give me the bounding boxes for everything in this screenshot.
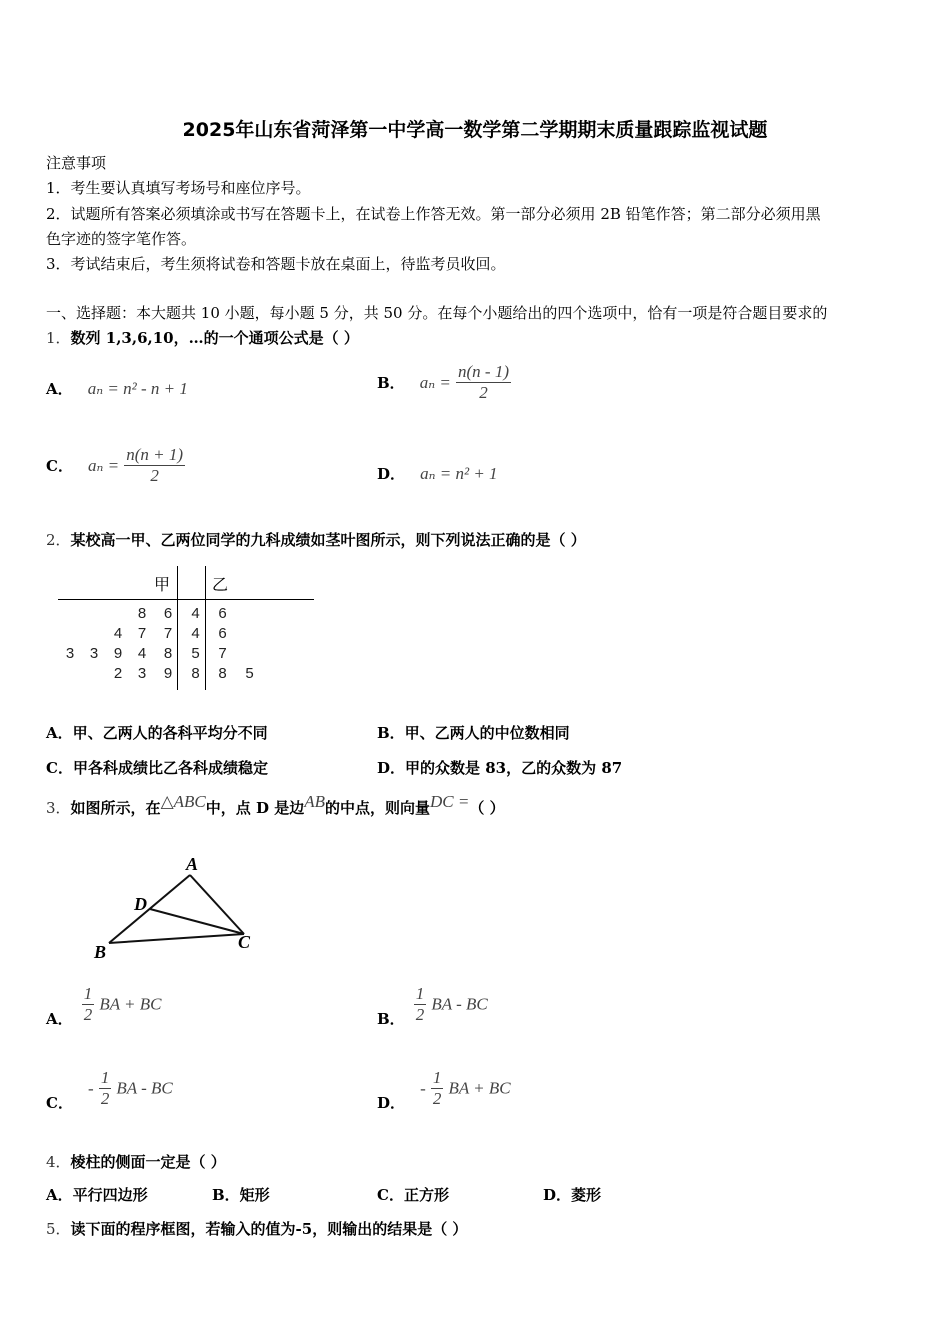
section-heading: 一、选择题：本大题共 10 小题，每小题 5 分，共 50 分。在每个小题给出的四个选项中，恰有一项是符合题目要求的 — [46, 304, 828, 322]
question-text: 数列 1,3,6,10，…的一个通项公式是（ ） — [70, 329, 359, 347]
question-text: 棱柱的侧面一定是（ ） — [70, 1153, 226, 1171]
q3-option-c[interactable] — [46, 1068, 173, 1112]
question-number: 3． — [46, 799, 71, 817]
leaf-right: 8 — [191, 664, 200, 682]
question-text: 的中点，则向量 — [324, 799, 430, 817]
leaf-right — [236, 603, 263, 623]
segment-dc — [150, 909, 244, 934]
segment-ab: AB — [304, 792, 325, 811]
leaf-left: 9 — [113, 644, 123, 662]
leaf-left — [58, 663, 82, 683]
q3-option-a[interactable] — [46, 984, 162, 1028]
label-c: C — [238, 932, 251, 952]
question-number: 2． — [46, 531, 71, 549]
leaf-left: 7 — [137, 624, 147, 642]
option-formula: BA + BC — [99, 994, 162, 1014]
stem: 7 — [163, 624, 173, 642]
label-b: B — [94, 942, 107, 962]
leaf-left: 4 — [137, 644, 147, 662]
label-d: D — [134, 894, 147, 914]
header-rule — [58, 599, 314, 600]
leaf-left — [106, 603, 130, 623]
leaf-left — [82, 603, 106, 623]
fraction: $\frac{n(n - 1)}{2}$ — [458, 362, 509, 402]
q4-option-a[interactable]: A．平行四边形 — [46, 1186, 148, 1204]
option-label: B． — [377, 1010, 405, 1028]
leaf-right: 7 — [218, 644, 227, 662]
question-number: 4． — [46, 1153, 71, 1171]
q1-option-d[interactable] — [377, 463, 498, 484]
edge-bc — [109, 934, 244, 943]
q2-option-d[interactable]: D．甲的众数是 83，乙的众数为 87 — [377, 759, 623, 777]
question-text: 如图所示，在 — [70, 799, 161, 817]
q1-option-a[interactable] — [46, 378, 188, 399]
notice-item: 1．考生要认真填写考场号和座位序号。 — [46, 179, 311, 197]
stem: 6 — [163, 604, 173, 622]
option-label: C． — [46, 457, 73, 475]
q3-option-b[interactable] — [377, 984, 488, 1028]
leaf-left: 8 — [137, 604, 147, 622]
question-4 — [46, 1151, 226, 1172]
q1-option-b[interactable] — [377, 362, 511, 403]
leaf-left — [82, 623, 106, 643]
label-a: A — [186, 854, 199, 874]
option-formula: aₙ = n² - n + 1 — [87, 379, 188, 398]
question-text: （ ） — [469, 799, 505, 817]
leaf-left: 2 — [113, 664, 123, 682]
q4-option-d[interactable]: D．菱形 — [543, 1186, 602, 1204]
question-3 — [46, 792, 505, 818]
stem-leaf-row — [58, 623, 263, 643]
question-text: 某校高一甲、乙两位同学的九科成绩如茎叶图所示，则下列说法正确的是（ ） — [70, 531, 586, 549]
stem: 8 — [163, 644, 173, 662]
stem-leaf-rows — [58, 603, 263, 683]
option-formula: BA - BC — [116, 1078, 173, 1098]
option-label: B． — [377, 374, 405, 392]
leaf-right: 5 — [191, 644, 200, 662]
leaf-left: 4 — [113, 624, 123, 642]
question-text: 中，点 D 是边 — [205, 799, 305, 817]
leaf-right: 8 — [218, 664, 227, 682]
stem-leaf-row — [58, 643, 263, 663]
option-formula: BA + BC — [448, 1078, 511, 1098]
option-label: D． — [377, 1094, 406, 1112]
q2-option-b[interactable]: B．甲、乙两人的中位数相同 — [377, 724, 570, 742]
question-number: 1． — [46, 329, 71, 347]
leaf-left — [58, 603, 82, 623]
triangle-symbol: △ABC — [160, 792, 206, 811]
sign: - — [420, 1078, 426, 1098]
q4-option-c[interactable]: C．正方形 — [377, 1186, 449, 1204]
notice-heading: 注意事项 — [46, 154, 107, 172]
option-label: A． — [46, 1010, 73, 1028]
notice-item: 3．考试结束后，考生须将试卷和答题卡放在桌面上，待监考员收回。 — [46, 255, 506, 273]
triangle-figure — [86, 848, 276, 963]
question-text: 读下面的程序框图，若输入的值为-5，则输出的结果是（ ） — [70, 1220, 468, 1238]
stem: 9 — [163, 664, 173, 682]
option-label: C． — [46, 1094, 73, 1112]
leaf-right: 4 — [191, 624, 200, 642]
fraction: $\frac{n(n + 1)}{2}$ — [126, 445, 184, 485]
leaf-right — [236, 623, 263, 643]
edge-ba — [109, 875, 190, 943]
header-jia: 甲 — [154, 575, 171, 594]
q1-option-c[interactable] — [46, 445, 185, 486]
option-formula: aₙ = — [419, 372, 451, 392]
leaf-right: 6 — [218, 604, 227, 622]
leaf-right — [236, 643, 263, 663]
leaf-left: 3 — [65, 644, 75, 662]
q2-option-a[interactable]: A．甲、乙两人的各科平均分不同 — [46, 724, 268, 742]
option-label: A． — [46, 380, 73, 398]
leaf-left: 3 — [89, 644, 99, 662]
question-number: 5． — [46, 1220, 71, 1238]
notice-item: 色字迹的签字笔作答。 — [46, 230, 197, 248]
leaf-right: 6 — [218, 624, 227, 642]
question-2 — [46, 529, 586, 550]
notice-item: 2．试题所有答案必须填涂或书写在答题卡上，在试卷上作答无效。第一部分必须用 2B 铅笔作答；第二部分必须用黑 — [46, 205, 821, 223]
option-label: D． — [377, 465, 406, 483]
vector-dc: DC = — [430, 792, 470, 811]
question-1 — [46, 327, 359, 348]
q4-option-b[interactable]: B．矩形 — [212, 1186, 270, 1204]
leaf-right: 5 — [245, 664, 254, 682]
stem-leaf-row — [58, 663, 263, 683]
stem-leaf-plot — [58, 566, 314, 692]
header-yi: 乙 — [212, 575, 229, 594]
fraction: $\frac{1}{2}$ — [83, 984, 93, 1024]
fraction: $\frac{1}{2}$ — [415, 984, 425, 1024]
question-5 — [46, 1218, 467, 1239]
leaf-left: 3 — [137, 664, 147, 682]
leaf-right: 4 — [191, 604, 200, 622]
sign: - — [88, 1078, 94, 1098]
leaf-left — [58, 623, 82, 643]
fraction: $\frac{1}{2}$ — [432, 1068, 442, 1108]
edge-ac — [190, 875, 244, 934]
stem-leaf-row — [58, 603, 263, 623]
option-formula: aₙ = n² + 1 — [420, 464, 498, 483]
fraction: $\frac{1}{2}$ — [100, 1068, 110, 1108]
option-formula: aₙ = — [88, 455, 120, 475]
leaf-left — [82, 663, 106, 683]
option-formula: BA - BC — [431, 994, 488, 1014]
page-title: 2025年山东省菏泽第一中学高一数学第二学期期末质量跟踪监视试题 — [182, 119, 768, 141]
q3-option-d[interactable] — [377, 1068, 511, 1112]
q2-option-c[interactable]: C．甲各科成绩比乙各科成绩稳定 — [46, 759, 268, 777]
